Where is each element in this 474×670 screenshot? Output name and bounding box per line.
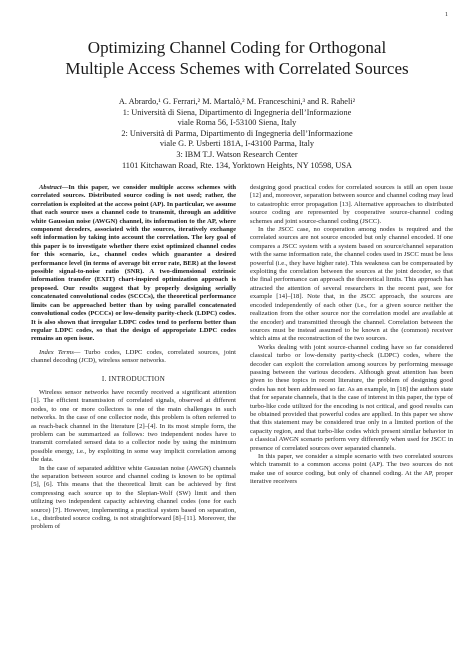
affiliation-3a: 3: IBM T.J. Watson Research Center <box>176 149 298 159</box>
left-column <box>31 184 236 532</box>
index-terms-text: — Turbo codes, LDPC codes, correlated sources, joint channel decoding (JCD), wireless sensor networks. <box>31 348 236 365</box>
affiliation-2b: viale G. P. Usberti 181A, I-43100 Parma, Italy <box>159 139 315 149</box>
title-line-2: Multiple Access Schemes with Correlated Sources <box>65 59 409 78</box>
abstract <box>31 184 236 344</box>
author-names: A. Abrardo,¹ G. Ferrari,² M. Martalò,² M. Franceschini,³ and R. Raheli² <box>118 97 356 106</box>
paragraph: Wireless sensor networks have recently received a significant attention [1]. The efficient transmission of correlated signals, observed at different nodes, to one or more collectors is one of the main challenges in such networks. In the case of one collector node, this problem is often referred to as reach-back channel in the literature [2]–[4]. In its most simple form, the problem can be summarized as follows: two independent nodes have to transmit correlated sensed data to a collector node by using the minimum possible energy, i.e., by exploiting in some way implicit correlation among the data. <box>31 388 236 464</box>
index-terms <box>31 349 236 366</box>
affiliation-1b: viale Roma 56, I-53100 Siena, Italy <box>177 118 297 128</box>
index-terms-label: Index Terms <box>39 348 74 356</box>
abstract-label: Abstract <box>39 184 62 191</box>
affiliation-2a: 2: Università di Parma, Dipartimento di Ingegneria dell’Informazione <box>121 128 353 138</box>
title-line-1: Optimizing Channel Coding for Orthogonal <box>87 38 387 57</box>
affiliation-1a: 1: Università di Siena, Dipartimento di Ingegneria dell’Informazione <box>122 107 352 117</box>
author-block <box>30 97 444 171</box>
abstract-text: —In this paper, we consider multiple access schemes with correlated sources. Distributed source coding is not used; rather, the correlation is exploited at the access point (AP). In particular, we assume that each source uses a channel code to transmit, through an additive white Gaussian noise (AWGN) channel, its information to the AP, where component decoders, associated with the sources, iteratively exchange soft information by taking into account the correlation. The key goal of this paper is to investigate whether there exist optimized channel codes for this scenario, i.e., channel codes which guarantee a desired performance level (in terms of average bit error rate, BER) at the lowest possible signal-to-noise ratio (SNR). A two-dimensional extrinsic information transfer (EXIT) chart-inspired optimization approach is proposed. Our results suggest that by properly designing serially concatenated convolutional codes (SCCCs), the theoretical performance limits can be approached better than by using parallel concatenated convolutional codes (PCCCs) or low-density parity-check (LDPC) codes. It is also shown that irregular LDPC codes tend to perform better than regular LDPC codes, so that the design of appropriate LDPC codes remains an open issue. <box>31 184 236 343</box>
paragraph: In the JSCC case, no cooperation among nodes is required and the correlated sources are not source encoded but only channel encoded. If one compares a JSCC system with a system based on source/channel separation with the same information rate, the channel codes used in JSCC must be less powerful (i.e., they have higher rate). This weakness can be compensated by exploiting the correlation between the sources at the joint decoder, so that the final performance can approach the theoretical limits. This approach has attracted the attention of several researchers in the recent past, see for example [14]–[18]. Note that, in the JSCC approach, the sources are encoded independently of each other (i.e., for a given source neither the realization from the other source nor the correlation model are available at the encoder) and transmitted through the channel. Correlation between the sources must be instead assumed to be known at the (common) receiver which aims at the reconstruction of the two sources. <box>250 226 453 343</box>
right-column <box>250 184 453 487</box>
paragraph: Works dealing with joint source-channel coding have so far considered classical turbo or low-density parity-check (LDPC) codes, where the decoder can exploit the correlation among sources by performing message passing between the various decoders. Although great attention has been given to these topics in recent literature, the problem of designing good codes has not been addressed so far. As an example, in [18] the authors state that for separate channels, that is the case of interest in this paper, the type of turbo-like code utilized for the encoding is not critical, and good results can be obtained provided that powerful codes are applied. In this paper we show that this statement may be considered true only in a limited portion of the capacity region, and that turbo-like codes which present similar behavior in a classical AWGN scenario perform very differently when used for JSCC in presence of correlated sources over separated channels. <box>250 343 453 452</box>
paragraph: designing good practical codes for correlated sources is still an open issue [12] and, moreover, separation between source and channel coding may lead to catastrophic error propagation [13]. Alternative approaches to distributed source coding are represented by cooperative source-channel coding schemes and joint source-channel coding (JSCC). <box>250 184 453 225</box>
page-number: 1 <box>445 12 448 18</box>
paragraph: In this paper, we consider a simple scenario with two correlated sources which transmit to a common access point (AP). The two sources do not make use of source coding, but only of channel coding. At the AP, proper iterative receivers <box>250 453 453 486</box>
section-heading-introduction: I. INTRODUCTION <box>101 374 166 383</box>
affiliation-3b: 1101 Kitchawan Road, Rte. 134, Yorktown Heights, NY 10598, USA <box>121 160 353 170</box>
paragraph: In the case of separated additive white Gaussian noise (AWGN) channels the separation between source and channel coding is known to be optimal [5], [6]. This means that the theoretical limit can be achieved by first compressing each source up to the Slepian-Wolf (SW) limit and then utilizing two independent capacity achieving channel codes (one for each source) [7]. However, implementing a practical system based on separation, i.e., distributed source coding, is not straightforward [8]–[11]. Moreover, the problem of <box>31 464 236 531</box>
